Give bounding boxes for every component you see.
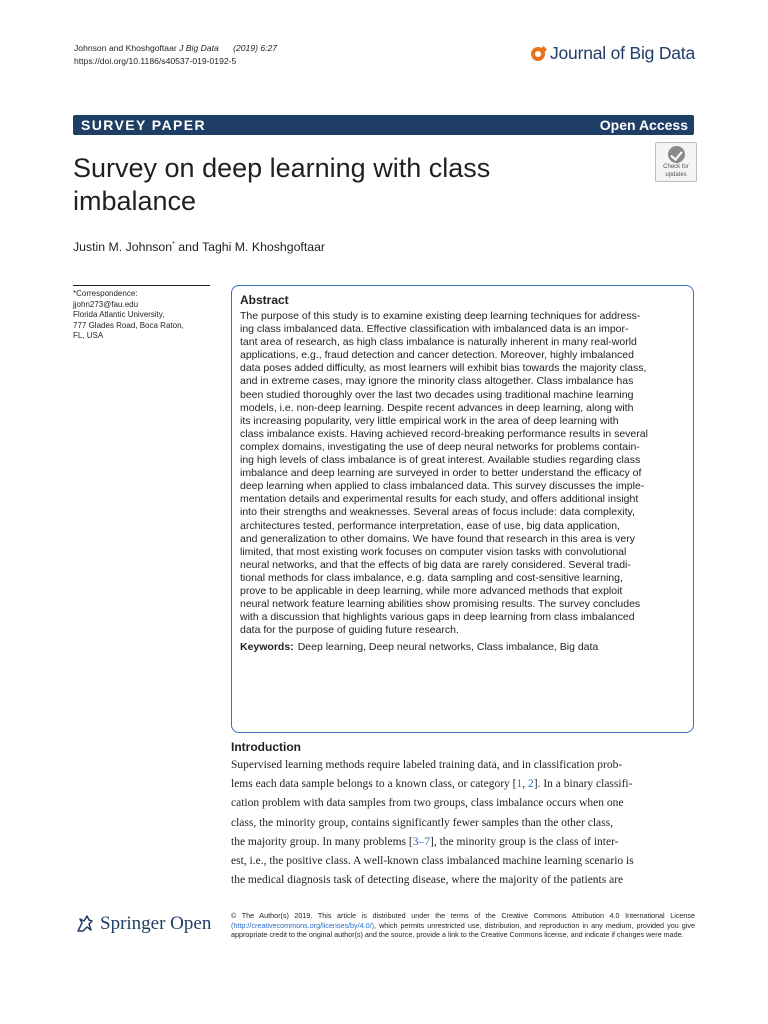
intro-line: est, i.e., the positive class. A well-known class imbalanced machine learning scenario is xyxy=(231,855,634,868)
intro-line: class, the minority group, contains significantly fewer samples than the other class, xyxy=(231,816,613,829)
abstract-line: tant area of research, as high class imbalance is naturally inherent in many real-world xyxy=(240,336,637,349)
abstract-line: and generalization to other domains. We have found that research in this area is very xyxy=(240,532,635,545)
correspondence-email[interactable]: jjohn273@fau.edu xyxy=(73,299,139,309)
abstract-box xyxy=(231,285,694,733)
journal-name: Journal of Big Data xyxy=(549,43,695,63)
corresponding-marker: * xyxy=(172,240,175,248)
intro-line: the medical diagnosis task of detecting disease, where the majority of the patients are xyxy=(231,874,624,887)
abstract-line: mentation details and experimental results for each study, and offers additional insight xyxy=(240,493,639,506)
abstract-line: deep learning when applied to class imbalanced data. This survey discusses the imple- xyxy=(240,480,645,493)
journal-circle-logo-icon xyxy=(531,47,545,61)
affiliation-line-1: Florida Atlantic University, xyxy=(73,310,165,320)
abstract-line: and in extreme cases, may ignore the minority class altogether. Class imbalance has xyxy=(240,375,634,388)
intro-text-span: ], the minority group is the class of inter- xyxy=(429,835,619,848)
intro-line xyxy=(231,833,694,852)
abstract-line: prove to be applicable in deep learning, while more advanced methods that exploit xyxy=(240,584,623,597)
keywords-line xyxy=(240,641,685,654)
abstract-line: ing high levels of class imbalance is of great interest. Available studies regarding class xyxy=(240,454,641,467)
affiliation-line-2: 777 Glades Road, Boca Raton, xyxy=(73,320,184,330)
intro-text-span: ]. In a binary classifi- xyxy=(533,778,633,791)
citation-year: (2019) 6:27 xyxy=(233,43,278,53)
citation-authors: Johnson and Khoshgoftaar xyxy=(74,43,177,53)
abstract-line: neural networks, and that the effects of big data are rarely considered. Several tradi- xyxy=(240,558,631,571)
abstract-line: its increasing popularity, very little empirical work in the area of deep learning with xyxy=(240,414,619,427)
license-link[interactable]: (http://creativecommons.org/licenses/by/4.0/) xyxy=(231,920,375,930)
paper-title: Survey on deep learning with class imbalance xyxy=(73,153,491,216)
author-list xyxy=(73,240,325,254)
abstract-line: imbalance and deep learning are surveyed in order to better understand the efficacy of xyxy=(240,467,642,480)
abstract-line: ing class imbalanced data. Effective classification with imbalanced data is an impor- xyxy=(240,323,629,336)
keywords-values: Deep learning, Deep neural networks, Class imbalance, Big data xyxy=(297,641,599,654)
abstract-line: data for the purpose of guiding future research. xyxy=(240,624,459,637)
abstract-line: with a discussion that highlights various gaps in deep learning from class imbalanced xyxy=(240,611,635,624)
abstract-line: complex domains, investigating the use of deep neural networks for problems contain- xyxy=(240,440,640,453)
introduction-heading: Introduction xyxy=(231,740,301,754)
abstract-line: The purpose of this study is to examine existing deep learning techniques for address- xyxy=(240,310,641,322)
abstract-heading: Abstract xyxy=(240,293,289,307)
correspondence-block xyxy=(73,289,213,342)
abstract-line: into their strengths and weaknesses. Several areas of focus include: data complexity, xyxy=(240,506,635,519)
citation-ref-link[interactable]: 1 xyxy=(516,778,523,791)
journal-brand xyxy=(531,43,695,64)
introduction-text xyxy=(231,756,694,890)
article-type-label: SURVEY PAPER xyxy=(81,117,206,133)
abstract-line: limited, that most existing work focuses on computer vision tasks with convolutional xyxy=(240,545,627,558)
intro-text-span: the majority group. In many problems [ xyxy=(231,835,413,848)
intro-line xyxy=(231,775,694,794)
check-updates-icon xyxy=(668,146,685,163)
publisher-name: Springer Open xyxy=(100,913,212,934)
abstract-line: models, i.e. non-deep learning. Despite recent advances in deep learning, along with xyxy=(240,401,634,414)
check-updates-line1: Check for xyxy=(663,164,689,170)
intro-text-span: lems each data sample belongs to a known class, or category [ xyxy=(231,778,517,791)
springer-horse-icon xyxy=(74,913,96,935)
license-text xyxy=(231,911,695,940)
check-for-updates-badge[interactable] xyxy=(655,142,697,182)
abstract-line: neural network feature learning abilities show promising results. The survey concludes xyxy=(240,598,641,611)
open-access-label: Open Access xyxy=(599,117,688,133)
abstract-line: data poses added difficulty, as most learners will exhibit bias towards the majority class, xyxy=(240,362,647,375)
citation-ref-link[interactable]: 3–7 xyxy=(412,835,430,848)
abstract-line: architectures tested, performance interpretation, ease of use, big data application, xyxy=(240,519,620,532)
abstract-text xyxy=(240,310,685,637)
abstract-line: tional methods for class imbalance, e.g. data sampling and cost-sensitive learning, xyxy=(240,571,623,584)
license-part-2: , which permits unrestricted use, distribution, and reproduction in any medium, provided you give appropriate credit to the original author(s) and the source, provide a link to the Creative Commons license, and indicate if changes were made. xyxy=(231,920,695,940)
article-type-banner xyxy=(73,115,694,135)
abstract-line: class imbalance exists. Having achieved record-breaking performance results in several xyxy=(240,427,648,440)
publisher-brand xyxy=(74,913,211,935)
abstract-line: applications, e.g., fraud detection and cancer detection. Moreover, highly imbalanced xyxy=(240,349,634,362)
license-part-1: © The Author(s) 2019. This article is distributed under the terms of the Creative Commons Attribution 4.0 International License xyxy=(231,911,695,920)
affiliation-line-3: FL, USA xyxy=(73,331,104,341)
author-first[interactable]: Justin M. Johnson xyxy=(73,240,173,254)
citation-ref-link[interactable]: 2 xyxy=(528,778,534,791)
citation-block xyxy=(74,42,277,68)
citation-journal: J Big Data xyxy=(179,43,219,53)
intro-line: Supervised learning methods require labeled training data, and in classification prob- xyxy=(231,759,623,771)
citation-line xyxy=(74,42,277,55)
doi-link[interactable]: https://doi.org/10.1186/s40537-019-0192-5 xyxy=(74,56,237,66)
check-updates-line2: updates xyxy=(665,171,687,178)
intro-line: cation problem with data samples from two groups, class imbalance occurs when one xyxy=(231,797,624,810)
author-rest[interactable]: and Taghi M. Khoshgoftaar xyxy=(174,240,326,254)
abstract-line: been studied thoroughly over the last two decades using traditional machine learning xyxy=(240,388,634,401)
keywords-label: Keywords: xyxy=(240,641,294,654)
correspondence-divider xyxy=(73,285,210,286)
intro-text-span: , xyxy=(522,778,528,791)
correspondence-label: *Correspondence: xyxy=(73,289,138,298)
